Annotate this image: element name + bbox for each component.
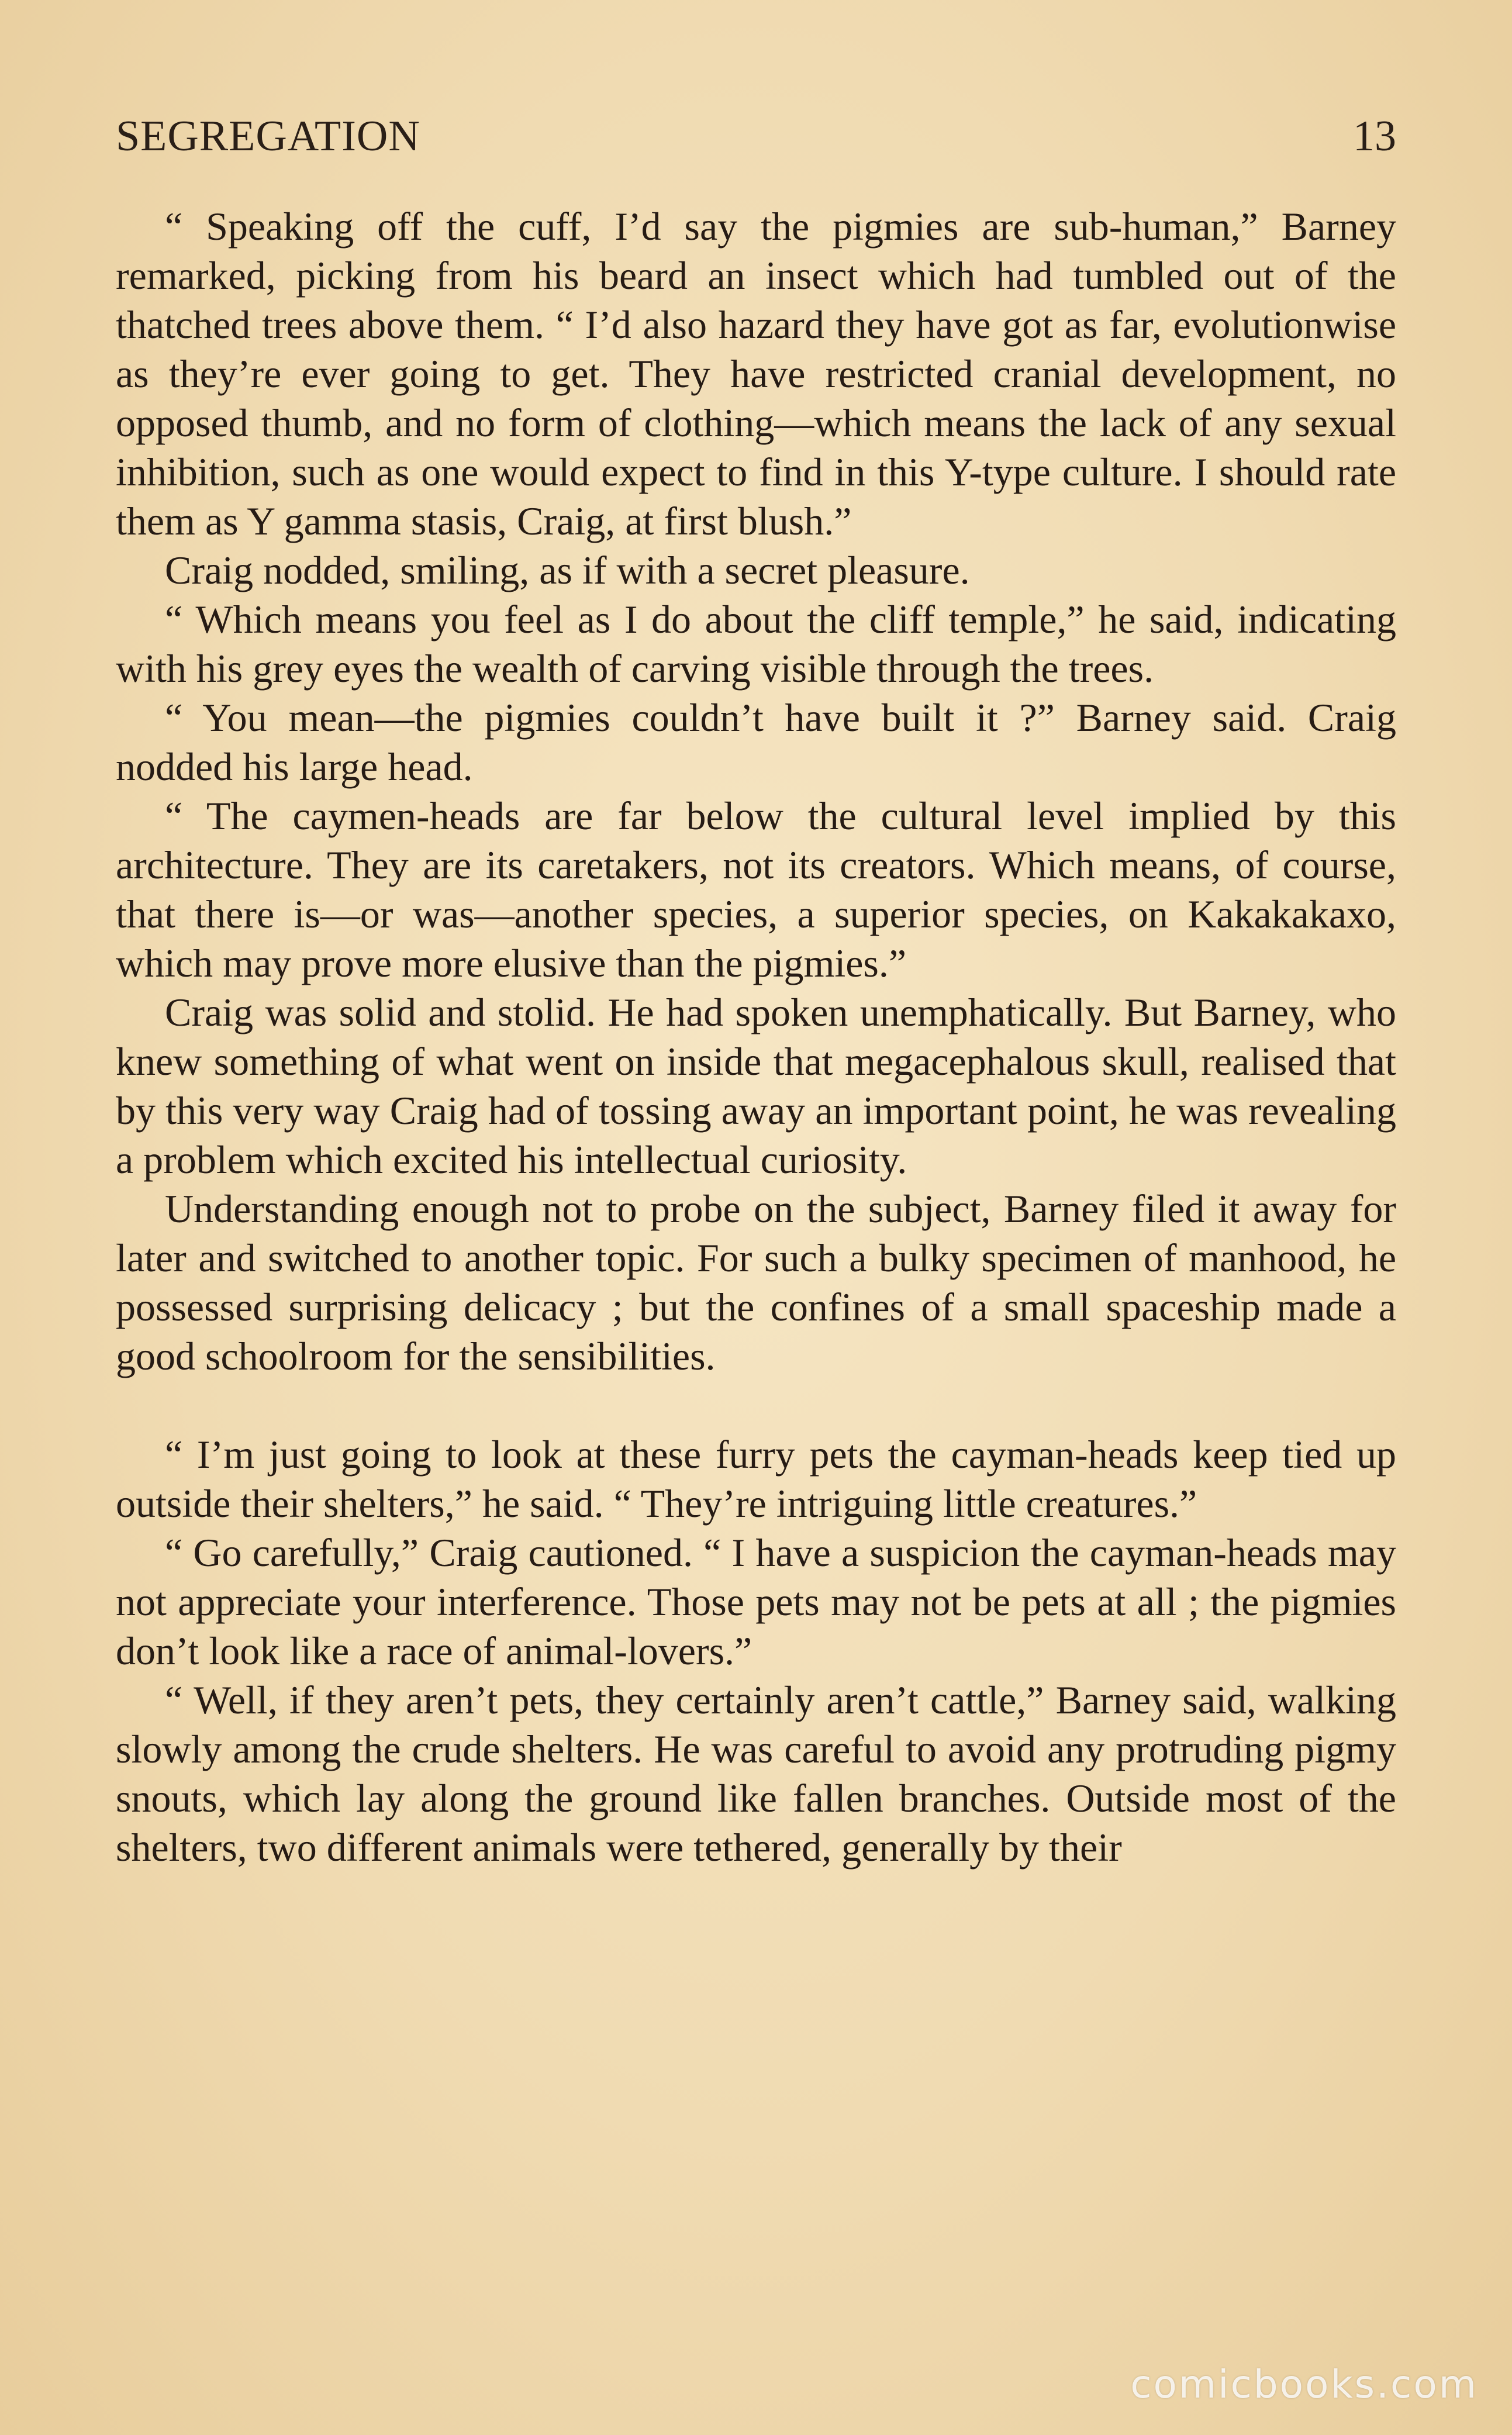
paragraph: Craig nodded, smiling, as if with a secret pleasure. <box>165 548 970 592</box>
paragraph: “ Go carefully,” Craig cautioned. “ I have a suspicion the cayman-heads may not appreciate your interference. Those pets may not be pets at all ; the pigmies don’t look like a race of animal-lovers.” <box>116 1530 1396 1673</box>
paragraph: “ I’m just going to look at these furry pets the cayman-heads keep tied up outside their shelters,” he said. “ They’re intriguing little creatures.” <box>116 1432 1396 1526</box>
paragraph: “ Which means you feel as I do about the cliff temple,” he said, indicating with his grey eyes the wealth of carving visible through the trees. <box>116 597 1396 691</box>
paragraph: “ You mean—the pigmies couldn’t have built it ?” Barney said. Craig nodded his large head. <box>116 695 1396 789</box>
chapter-title: SEGREGATION <box>116 112 420 160</box>
paragraph: Understanding enough not to probe on the subject, Barney filed it away for later and switched to another topic. For such a bulky specimen of manhood, he possessed surprising delicacy ; but the confines of a small spaceship made a good schoolroom for the sensibilities. <box>116 1187 1396 1378</box>
page-number: 13 <box>1353 112 1396 160</box>
paragraph: “ Well, if they aren’t pets, they certainly aren’t cattle,” Barney said, walking slowly among the crude shelters. He was careful to avoid any protruding pigmy snouts, which lay along the ground like fallen branches. Outside most of the shelters, two different animals were tethered, generally by their <box>116 1678 1396 1870</box>
paragraph: Craig was solid and stolid. He had spoken unemphatically. But Barney, who knew something of what went on inside that megacephalous skull, realised that by this very way Craig had of tossing away an important point, he was revealing a problem which excited his intellectual curiosity. <box>116 990 1396 1182</box>
running-header <box>116 104 1396 168</box>
watermark: comicbooks.com <box>1130 2362 1478 2407</box>
paragraph: “ The caymen-heads are far below the cultural level implied by this architecture. They are its caretakers, not its creators. Which means, of course, that there is—or was—another species, a superior species, on Kakakakaxo, which may prove more elusive than the pigmies.” <box>116 794 1396 985</box>
paragraph: “ Speaking off the cuff, I’d say the pigmies are sub-human,” Barney remarked, picking from his beard an insect which had tumbled out of the thatched trees above them. “ I’d also hazard they have got as far, evolutionwise as they’re ever going to get. They have restricted cranial development, no opposed thumb, and no form of clothing—which means the lack of any sexual inhibition, such as one would expect to find in this Y-type culture. I should rate them as Y gamma stasis, Craig, at first blush.” <box>116 204 1396 543</box>
body-text <box>116 202 1396 1872</box>
